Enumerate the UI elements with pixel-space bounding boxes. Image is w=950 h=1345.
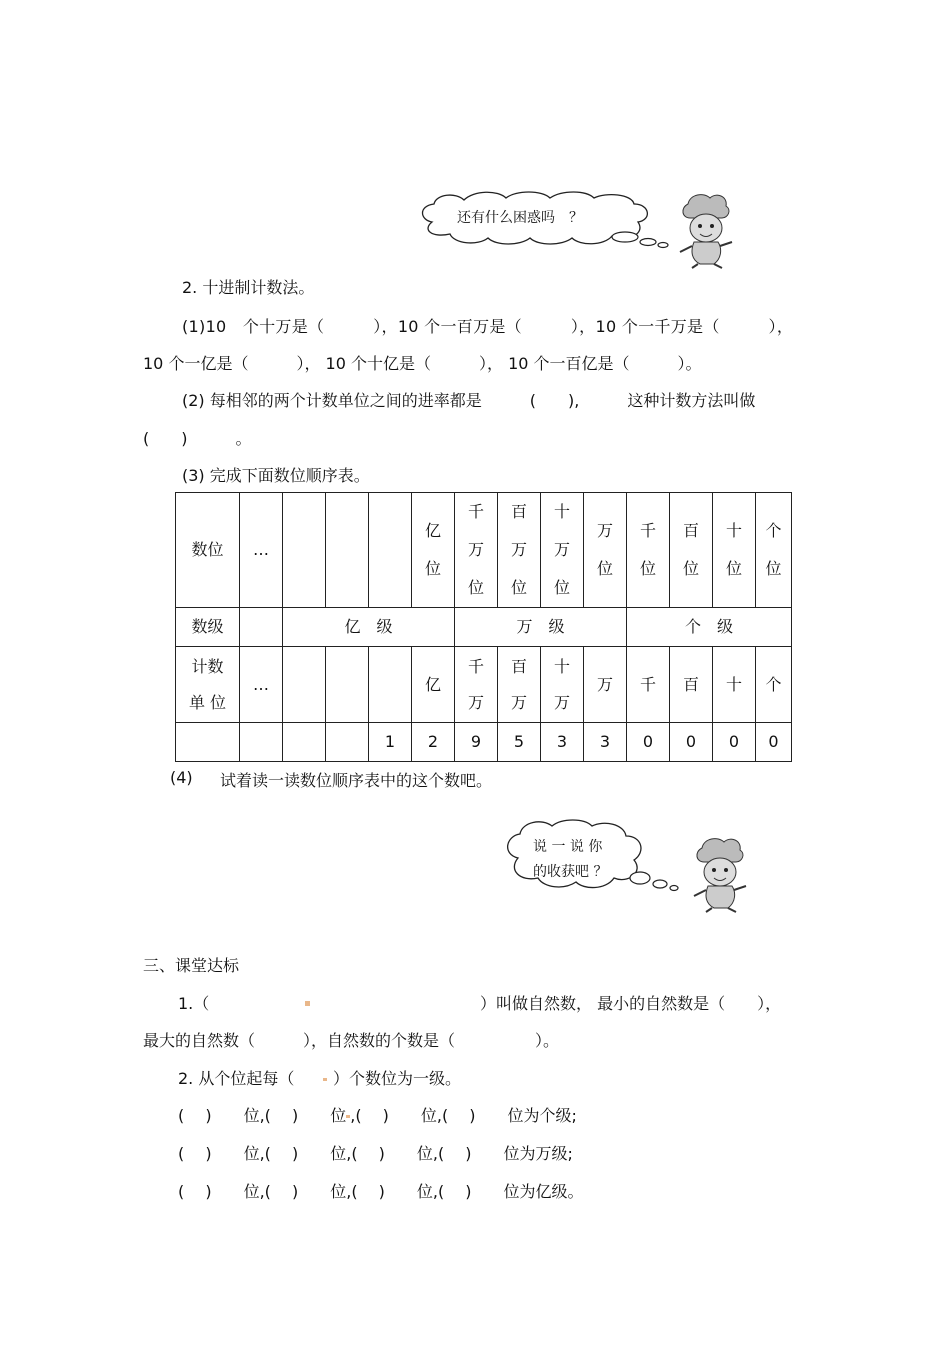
table-cell: 万: [584, 647, 627, 723]
place-value-table: [175, 492, 792, 762]
question-text: ( ) 。: [143, 429, 252, 448]
table-cell: 十 位: [713, 493, 756, 608]
table-row: [176, 608, 792, 647]
bubble-text: 还有什么困惑吗 ？: [457, 210, 583, 226]
table-row: [176, 723, 792, 762]
question-text: ）个数位为一级。: [333, 1069, 462, 1088]
cartoon-character-icon: [670, 192, 740, 270]
table-cell: 千 位: [627, 493, 670, 608]
question-text: 10 个一亿是（ ）， 10 个十亿是（ ）， 10 个一百亿是（ ）。: [143, 354, 702, 373]
table-row: [176, 647, 792, 723]
table-cell: [283, 723, 326, 762]
table-cell: [326, 493, 369, 608]
answer-row-text: ,( ) 位,( ) 位为个级;: [350, 1106, 577, 1125]
answer-row-text: ( ) 位,( ) 位: [178, 1144, 347, 1163]
answer-row-text: ( ) 位,( ) 位: [178, 1182, 347, 1201]
question-text: (2) 每相邻的两个计数单位之间的进率都是 ( ), 这种计数方法叫做: [182, 391, 756, 410]
table-cell: 数级: [176, 608, 240, 647]
table-cell: 十: [713, 647, 756, 723]
answer-row-text: ( ) 位,( ) 位: [178, 1106, 347, 1125]
table-cell: [326, 647, 369, 723]
table-cell: [176, 723, 240, 762]
answer-row-text: ,( ) 位,( ) 位为亿级。: [346, 1182, 584, 1201]
thought-bubble-cloud: [500, 818, 690, 898]
table-cell: 个 级: [627, 608, 792, 647]
table-cell: 亿 级: [283, 608, 455, 647]
table-cell: …: [240, 493, 283, 608]
table-cell: 个 位: [756, 493, 792, 608]
table-cell: 5: [498, 723, 541, 762]
table-cell: 1: [369, 723, 412, 762]
mark-dot: [323, 1078, 327, 1081]
table-cell: 十 万: [541, 647, 584, 723]
table-cell: 亿 位: [412, 493, 455, 608]
question-number: (4): [170, 768, 193, 787]
table-cell: 3: [584, 723, 627, 762]
table-cell: 千: [627, 647, 670, 723]
table-cell: [240, 608, 283, 647]
table-cell: 个: [756, 647, 792, 723]
table-cell: 2: [412, 723, 455, 762]
table-cell: 百: [670, 647, 713, 723]
question-text: 试着读一读数位顺序表中的这个数吧。: [220, 771, 493, 790]
table-cell: 计数 单 位: [176, 647, 240, 723]
table-cell: 数位: [176, 493, 240, 608]
table-cell: 百 万: [498, 647, 541, 723]
table-cell: 十 万 位: [541, 493, 584, 608]
table-cell: [369, 493, 412, 608]
question-text: 2. 从个位起每（: [178, 1069, 295, 1088]
cartoon-character-icon: [684, 836, 754, 914]
table-cell: 百 万 位: [498, 493, 541, 608]
question-text: ）叫做自然数， 最小的自然数是（ ），: [480, 994, 782, 1013]
answer-row: [178, 1179, 584, 1202]
table-cell: 千 万: [455, 647, 498, 723]
mark-dot: [305, 1001, 310, 1006]
table-cell: 千 万 位: [455, 493, 498, 608]
question-text: (1)10 个十万是（ ），10 个一百万是（ ），10 个一千万是（ ），: [182, 317, 794, 336]
table-row: [176, 493, 792, 608]
answer-row: [178, 1141, 573, 1164]
table-cell: 万 位: [584, 493, 627, 608]
table-cell: 万 级: [455, 608, 627, 647]
table-cell: 0: [713, 723, 756, 762]
question-text: 1.（: [178, 994, 210, 1013]
table-cell: [369, 647, 412, 723]
section-title: 2. 十进制计数法。: [182, 278, 315, 297]
table-cell: [326, 723, 369, 762]
table-cell: …: [240, 647, 283, 723]
table-cell: 9: [455, 723, 498, 762]
table-cell: [283, 647, 326, 723]
table-cell: 百 位: [670, 493, 713, 608]
answer-row-text: ,( ) 位,( ) 位为万级;: [346, 1144, 573, 1163]
question-text: 最大的自然数（ ），自然数的个数是（ ）。: [143, 1031, 560, 1050]
question-text: (3) 完成下面数位顺序表。: [182, 466, 370, 485]
table-cell: 0: [627, 723, 670, 762]
table-cell: 3: [541, 723, 584, 762]
table-cell: [240, 723, 283, 762]
table-cell: [283, 493, 326, 608]
section-title: 三、课堂达标: [143, 956, 240, 975]
table-cell: 亿: [412, 647, 455, 723]
bubble-text: 的收获吧 ？: [533, 864, 608, 880]
bubble-text: 说 一 说 你: [533, 839, 603, 855]
table-cell: 0: [756, 723, 792, 762]
answer-row: [178, 1103, 577, 1126]
table-cell: 0: [670, 723, 713, 762]
